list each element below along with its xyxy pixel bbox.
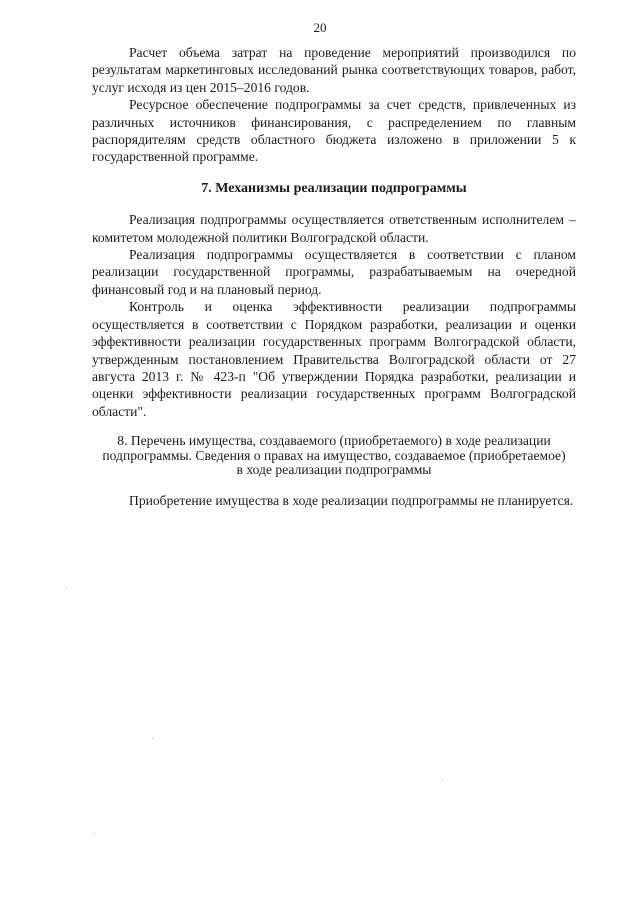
scan-speck — [152, 738, 153, 739]
spacer — [92, 478, 576, 492]
spacer — [92, 166, 576, 180]
paragraph-implementation-plan: Реализация подпрограммы осуществляется в соответствии с планом реализации государственной программы, разрабатываемым на очередной финансовый год и на плановый период. — [92, 247, 576, 297]
section-8-heading-line: 8. Перечень имущества, создаваемого (приобретаемого) в ходе реализации — [117, 433, 551, 449]
scan-speck — [66, 588, 67, 589]
paragraph-cost-calculation: Расчет объема затрат на проведение мероприятий производился по результатам маркетинговых исследований рынка соответствующих товаров, работ, услуг исходя из цен 2015–2016 годов. — [92, 45, 576, 95]
paragraph-responsible-executor: Реализация подпрограммы осуществляется ответственным исполнителем – комитетом молодежной политики Волгоградской области. — [92, 212, 576, 245]
spacer — [92, 197, 576, 211]
document-body — [92, 44, 576, 509]
section-8-heading-line: подпрограммы. Сведения о правах на имущество, создаваемое (приобретаемое) — [102, 447, 566, 463]
section-7-heading: 7. Механизмы реализации подпрограммы — [201, 180, 467, 196]
spacer — [92, 420, 576, 434]
paragraph-property-acquisition: Приобретение имущества в ходе реализации подпрограммы не планируется. — [129, 492, 574, 508]
page-number: 20 — [313, 20, 327, 35]
section-8-heading — [92, 434, 576, 478]
paragraph-resource-provision: Ресурсное обеспечение подпрограммы за счет средств, привлеченных из различных источников финансирования, с распределением по главным распорядителям средств областного бюджета изложено в приложении 5 к государственной программе. — [92, 97, 576, 165]
scan-speck — [93, 833, 94, 834]
paragraph-control-evaluation: Контроль и оценка эффективности реализации подпрограммы осуществляется в соответствии с Порядком разработки, реализации и оценки эффективности реализации государственных программ Волгоградской области, утвержденным постановлением Правительства Волгоградской области от 27 августа 2013 г. № 423-п "Об утверждении Порядка разработки, реализации и оценки эффективности реализации государственных программ Волгоградской области". — [92, 299, 576, 419]
scan-speck — [442, 780, 443, 781]
section-8-heading-line: в ходе реализации подпрограммы — [236, 462, 432, 478]
